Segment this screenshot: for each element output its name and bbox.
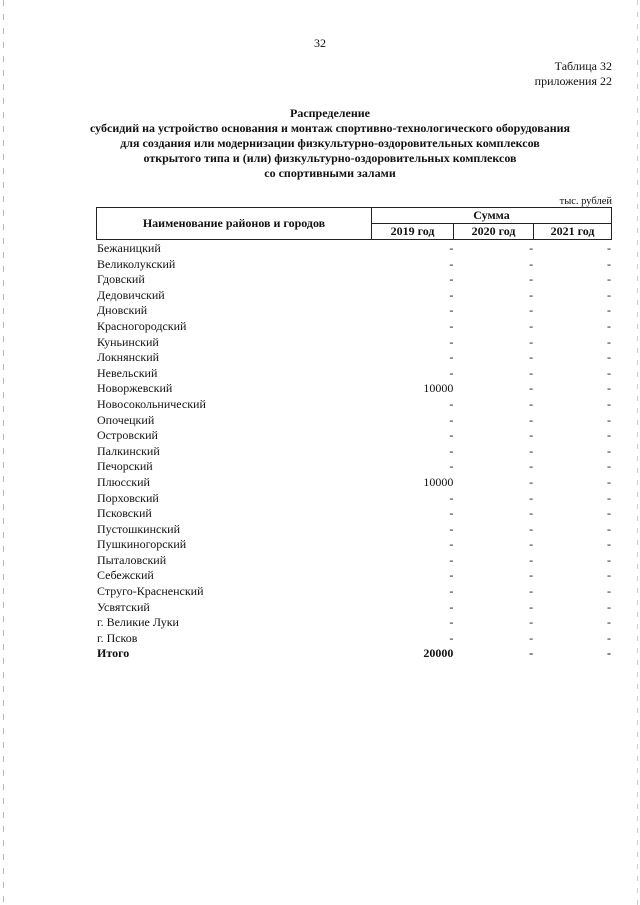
value-2020: - <box>529 490 534 505</box>
value-2021: - <box>607 350 611 365</box>
table-row <box>96 288 611 304</box>
title-line5: со спортивными залами <box>264 166 396 180</box>
value-2020: - <box>529 474 534 489</box>
value-2020: - <box>529 537 534 552</box>
value-2021: - <box>607 287 611 302</box>
value-2019: - <box>449 334 454 349</box>
table-row <box>96 319 611 335</box>
scan-edge-right <box>637 0 638 905</box>
value-2020: - <box>529 334 534 349</box>
table-row <box>96 397 611 413</box>
value-2021: - <box>607 428 611 443</box>
table-body <box>96 241 611 662</box>
header-2020: 2020 год <box>454 224 534 240</box>
title-line4: открытого типа и (или) физкультурно-оздоровительных комплексов <box>143 151 517 165</box>
value-2020: - <box>529 272 534 287</box>
table-row <box>96 600 611 616</box>
district-name: Новосокольнический <box>97 396 206 411</box>
header-name-column: Наименование районов и городов <box>97 208 372 240</box>
value-2021: - <box>607 615 611 630</box>
value-2020: - <box>529 287 534 302</box>
value-2020: - <box>529 443 534 458</box>
value-2019: - <box>449 521 454 536</box>
table-row <box>96 615 611 631</box>
table-row <box>96 413 611 429</box>
value-2021: - <box>607 584 611 599</box>
table-row <box>96 537 611 553</box>
value-2019: - <box>449 428 454 443</box>
table-row <box>96 335 611 351</box>
value-2019: - <box>449 537 454 552</box>
district-name: Печорский <box>97 459 153 474</box>
district-name: Итого <box>97 646 130 661</box>
value-2021: - <box>607 599 611 614</box>
value-2021: - <box>607 474 611 489</box>
title-line1: Распределение <box>289 106 371 120</box>
value-2021: - <box>607 537 611 552</box>
value-2020: - <box>529 584 534 599</box>
value-2020: - <box>529 646 534 661</box>
district-name: Опочецкий <box>97 412 155 427</box>
page-number: 32 <box>314 36 326 50</box>
table-row <box>96 475 611 491</box>
value-2021: - <box>607 443 611 458</box>
table-ref-line1: Таблица 32 <box>554 59 612 73</box>
header-sum: Сумма <box>372 208 612 224</box>
table-row <box>96 381 611 397</box>
district-name: Великолукский <box>97 256 176 271</box>
value-2020: - <box>529 241 534 255</box>
table-row <box>96 257 611 273</box>
table-row <box>96 491 611 507</box>
table-row <box>96 350 611 366</box>
table-row <box>96 459 611 475</box>
value-2019: 10000 <box>423 474 454 489</box>
value-2021: - <box>607 506 611 521</box>
value-2019: - <box>449 365 454 380</box>
title-line3: для создания или модернизации физкультурно-оздоровительных комплексов <box>120 136 540 150</box>
table-row <box>96 444 611 460</box>
value-2019: - <box>449 318 454 333</box>
district-name: г. Великие Луки <box>97 615 179 630</box>
value-2019: - <box>449 459 454 474</box>
value-2019: - <box>449 350 454 365</box>
district-name: Дедовичский <box>97 287 165 302</box>
district-name: Красногородский <box>97 318 187 333</box>
value-2020: - <box>529 552 534 567</box>
value-2020: - <box>529 396 534 411</box>
value-2020: - <box>529 506 534 521</box>
value-2021: - <box>607 396 611 411</box>
value-2019: - <box>449 272 454 287</box>
district-name: Порховский <box>97 490 159 505</box>
document-title <box>70 106 590 181</box>
district-name: Островский <box>97 428 158 443</box>
units-label: тыс. рублей <box>559 196 612 207</box>
value-2019: - <box>449 584 454 599</box>
value-2021: - <box>607 256 611 271</box>
total-row <box>96 646 611 662</box>
value-2020: - <box>529 381 534 396</box>
table-header <box>96 207 612 240</box>
table-row <box>96 568 611 584</box>
district-name: Новоржевский <box>97 381 173 396</box>
district-name: Псковский <box>97 506 152 521</box>
value-2019: - <box>449 552 454 567</box>
table-row <box>96 428 611 444</box>
value-2021: - <box>607 381 611 396</box>
value-2021: - <box>607 334 611 349</box>
table-row <box>96 631 611 647</box>
value-2020: - <box>529 459 534 474</box>
value-2020: - <box>529 318 534 333</box>
value-2019: - <box>449 256 454 271</box>
value-2020: - <box>529 630 534 645</box>
district-name: Локнянский <box>97 350 160 365</box>
district-name: Плюсский <box>97 474 150 489</box>
value-2021: - <box>607 646 611 661</box>
table-row <box>96 241 611 257</box>
table-row <box>96 272 611 288</box>
value-2019: - <box>449 490 454 505</box>
district-name: Палкинский <box>97 443 160 458</box>
value-2019: - <box>449 303 454 318</box>
value-2019: 10000 <box>423 381 454 396</box>
district-name: Пыталовский <box>97 552 167 567</box>
value-2021: - <box>607 272 611 287</box>
value-2019: - <box>449 506 454 521</box>
value-2021: - <box>607 521 611 536</box>
value-2021: - <box>607 318 611 333</box>
scan-edge-left <box>3 0 4 905</box>
district-name: Усвятский <box>97 599 150 614</box>
district-name: Гдовский <box>97 272 145 287</box>
value-2019: 20000 <box>423 646 454 661</box>
table-row <box>96 506 611 522</box>
table-ref-line2: приложения 22 <box>534 74 612 88</box>
value-2019: - <box>449 599 454 614</box>
value-2020: - <box>529 521 534 536</box>
value-2021: - <box>607 365 611 380</box>
value-2019: - <box>449 241 454 255</box>
value-2020: - <box>529 615 534 630</box>
table-row <box>96 366 611 382</box>
value-2019: - <box>449 630 454 645</box>
district-name: Пушкиногорский <box>97 537 187 552</box>
district-name: Себежский <box>97 568 154 583</box>
district-name: Пустошкинский <box>97 521 180 536</box>
table-row <box>96 522 611 538</box>
district-name: Куньинский <box>97 334 159 349</box>
header-2019: 2019 год <box>372 224 454 240</box>
value-2020: - <box>529 412 534 427</box>
district-name: Дновский <box>97 303 148 318</box>
district-name: г. Псков <box>97 630 138 645</box>
value-2019: - <box>449 412 454 427</box>
table-row <box>96 303 611 319</box>
value-2019: - <box>449 287 454 302</box>
value-2019: - <box>449 396 454 411</box>
value-2020: - <box>529 256 534 271</box>
value-2021: - <box>607 490 611 505</box>
value-2020: - <box>529 303 534 318</box>
value-2021: - <box>607 412 611 427</box>
value-2021: - <box>607 241 611 255</box>
table-row <box>96 584 611 600</box>
value-2019: - <box>449 615 454 630</box>
value-2020: - <box>529 568 534 583</box>
title-line2: субсидий на устройство основания и монтаж спортивно-технологического оборудования <box>89 121 571 135</box>
value-2021: - <box>607 568 611 583</box>
value-2019: - <box>449 443 454 458</box>
value-2021: - <box>607 552 611 567</box>
value-2021: - <box>607 303 611 318</box>
district-name: Струго-Красненский <box>97 584 204 599</box>
district-name: Бежаницкий <box>97 241 161 255</box>
table-row <box>96 553 611 569</box>
value-2020: - <box>529 365 534 380</box>
district-name: Невельский <box>97 365 158 380</box>
value-2019: - <box>449 568 454 583</box>
value-2020: - <box>529 428 534 443</box>
value-2021: - <box>607 459 611 474</box>
value-2020: - <box>529 350 534 365</box>
table-reference <box>535 59 612 89</box>
value-2021: - <box>607 630 611 645</box>
header-2021: 2021 год <box>534 224 612 240</box>
value-2020: - <box>529 599 534 614</box>
